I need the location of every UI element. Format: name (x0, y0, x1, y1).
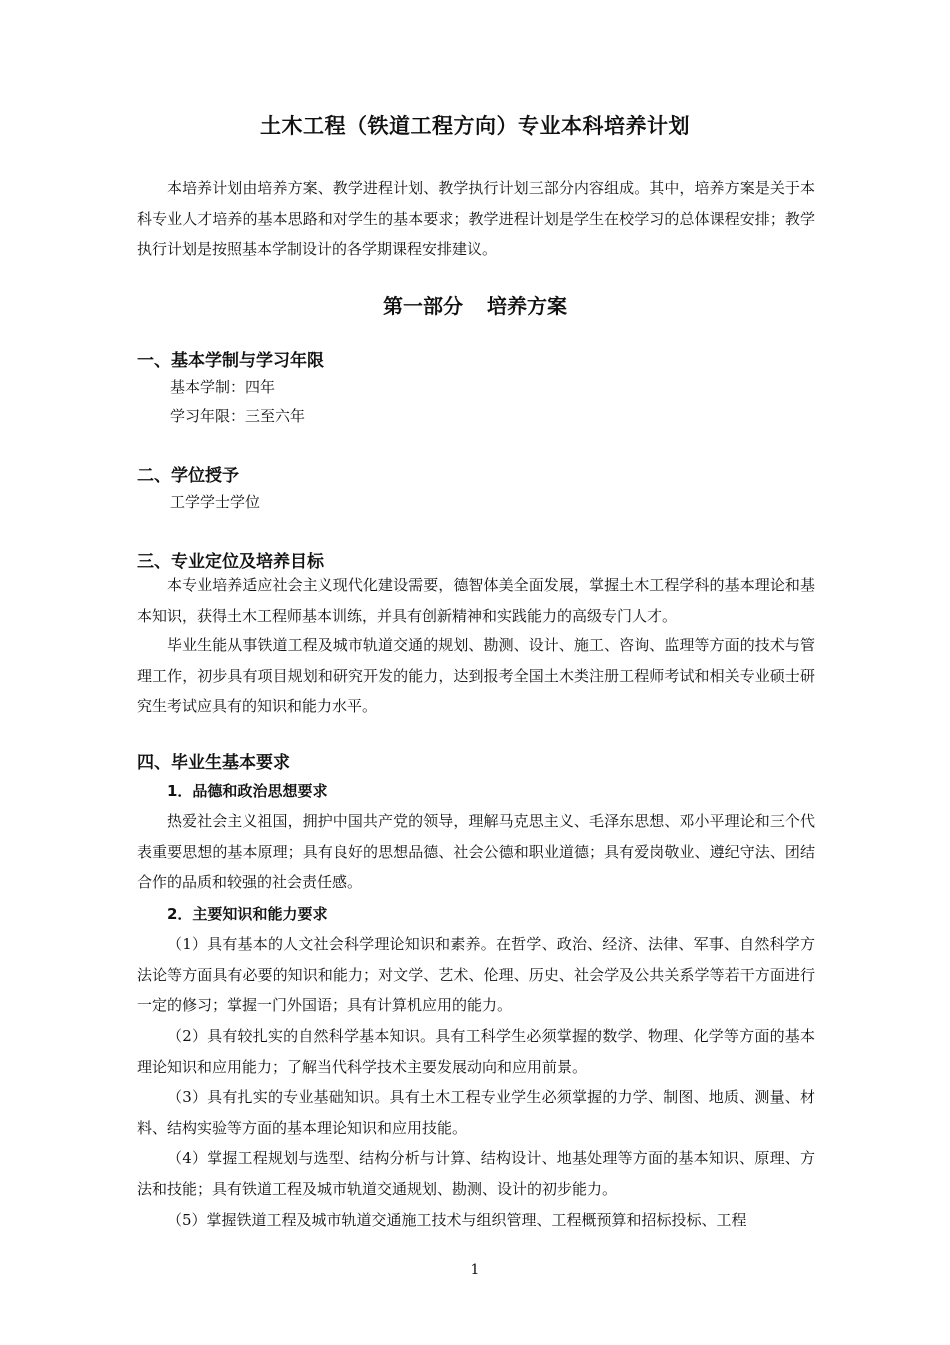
requirement-item-3: （3）具有扎实的专业基础知识。具有土木工程专业学生必须掌握的力学、制图、地质、测量、材料、结构实验等方面的基本理论知识和应用技能。 (137, 1088, 815, 1137)
basic-duration: 基本学制：四年 (170, 378, 276, 396)
intro-paragraph: 本培养计划由培养方案、教学进程计划、教学执行计划三部分内容组成。其中，培养方案是关于本科专业人才培养的基本思路和对学生的基本要求；教学进程计划是学生在校学习的总体课程安排；教学执行计划是按照基本学制设计的各学期课程安排建议。 (137, 179, 815, 258)
requirement-item-5: （5）掌握铁道工程及城市轨道交通施工技术与组织管理、工程概预算和招标投标、工程 (167, 1211, 747, 1229)
requirement-item-2: （2）具有较扎实的自然科学基本知识。具有工科学生必须掌握的数学、物理、化学等方面的基本理论知识和应用能力；了解当代科学技术主要发展动向和应用前景。 (137, 1027, 815, 1076)
requirement-item-4: （4）掌握工程规划与选型、结构分析与计算、结构设计、地基处理等方面的基本知识、原理、方法和技能；具有铁道工程及城市轨道交通规划、勘测、设计的初步能力。 (137, 1149, 815, 1198)
part-label: 第一部分 (383, 294, 463, 318)
moral-paragraph: 热爱社会主义祖国，拥护中国共产党的领导，理解马克思主义、毛泽东思想、邓小平理论和三个代表重要思想的基本原理；具有良好的思想品德、社会公德和职业道德；具有爱岗敬业、遵纪守法、团结合作的品质和较强的社会责任感。 (137, 812, 815, 891)
subsection-heading-1: 1．品德和政治思想要求 (167, 782, 328, 800)
degree-text: 工学学士学位 (170, 493, 261, 511)
document-title: 土木工程（铁道工程方向）专业本科培养计划 (260, 114, 690, 138)
part-title (0, 290, 950, 319)
part-name: 培养方案 (487, 294, 567, 318)
section-heading-4: 四、毕业生基本要求 (137, 753, 290, 773)
subsection-heading-2: 2．主要知识和能力要求 (167, 905, 328, 923)
goal-paragraph-2: 毕业生能从事铁道工程及城市轨道交通的规划、勘测、设计、施工、咨询、监理等方面的技术与管理工作，初步具有项目规划和研究开发的能力，达到报考全国土木类注册工程师考试和相关专业硕士研究生考试应具有的知识和能力水平。 (137, 636, 815, 715)
goal-paragraph-1: 本专业培养适应社会主义现代化建设需要，德智体美全面发展，掌握土木工程学科的基本理论和基本知识，获得土木工程师基本训练，并具有创新精神和实践能力的高级专门人才。 (137, 576, 815, 625)
section-heading-1: 一、基本学制与学习年限 (137, 351, 324, 371)
page-number: 1 (470, 1262, 480, 1278)
requirement-item-1: （1）具有基本的人文社会科学理论知识和素养。在哲学、政治、经济、法律、军事、自然科学方法论等方面具有必要的知识和能力；对文学、艺术、伦理、历史、社会学及公共关系学等若干方面进行一定的修习；掌握一门外国语；具有计算机应用的能力。 (137, 935, 815, 1014)
section-heading-2: 二、学位授予 (137, 466, 239, 486)
section-heading-3: 三、专业定位及培养目标 (137, 552, 324, 572)
study-years: 学习年限：三至六年 (170, 407, 306, 425)
